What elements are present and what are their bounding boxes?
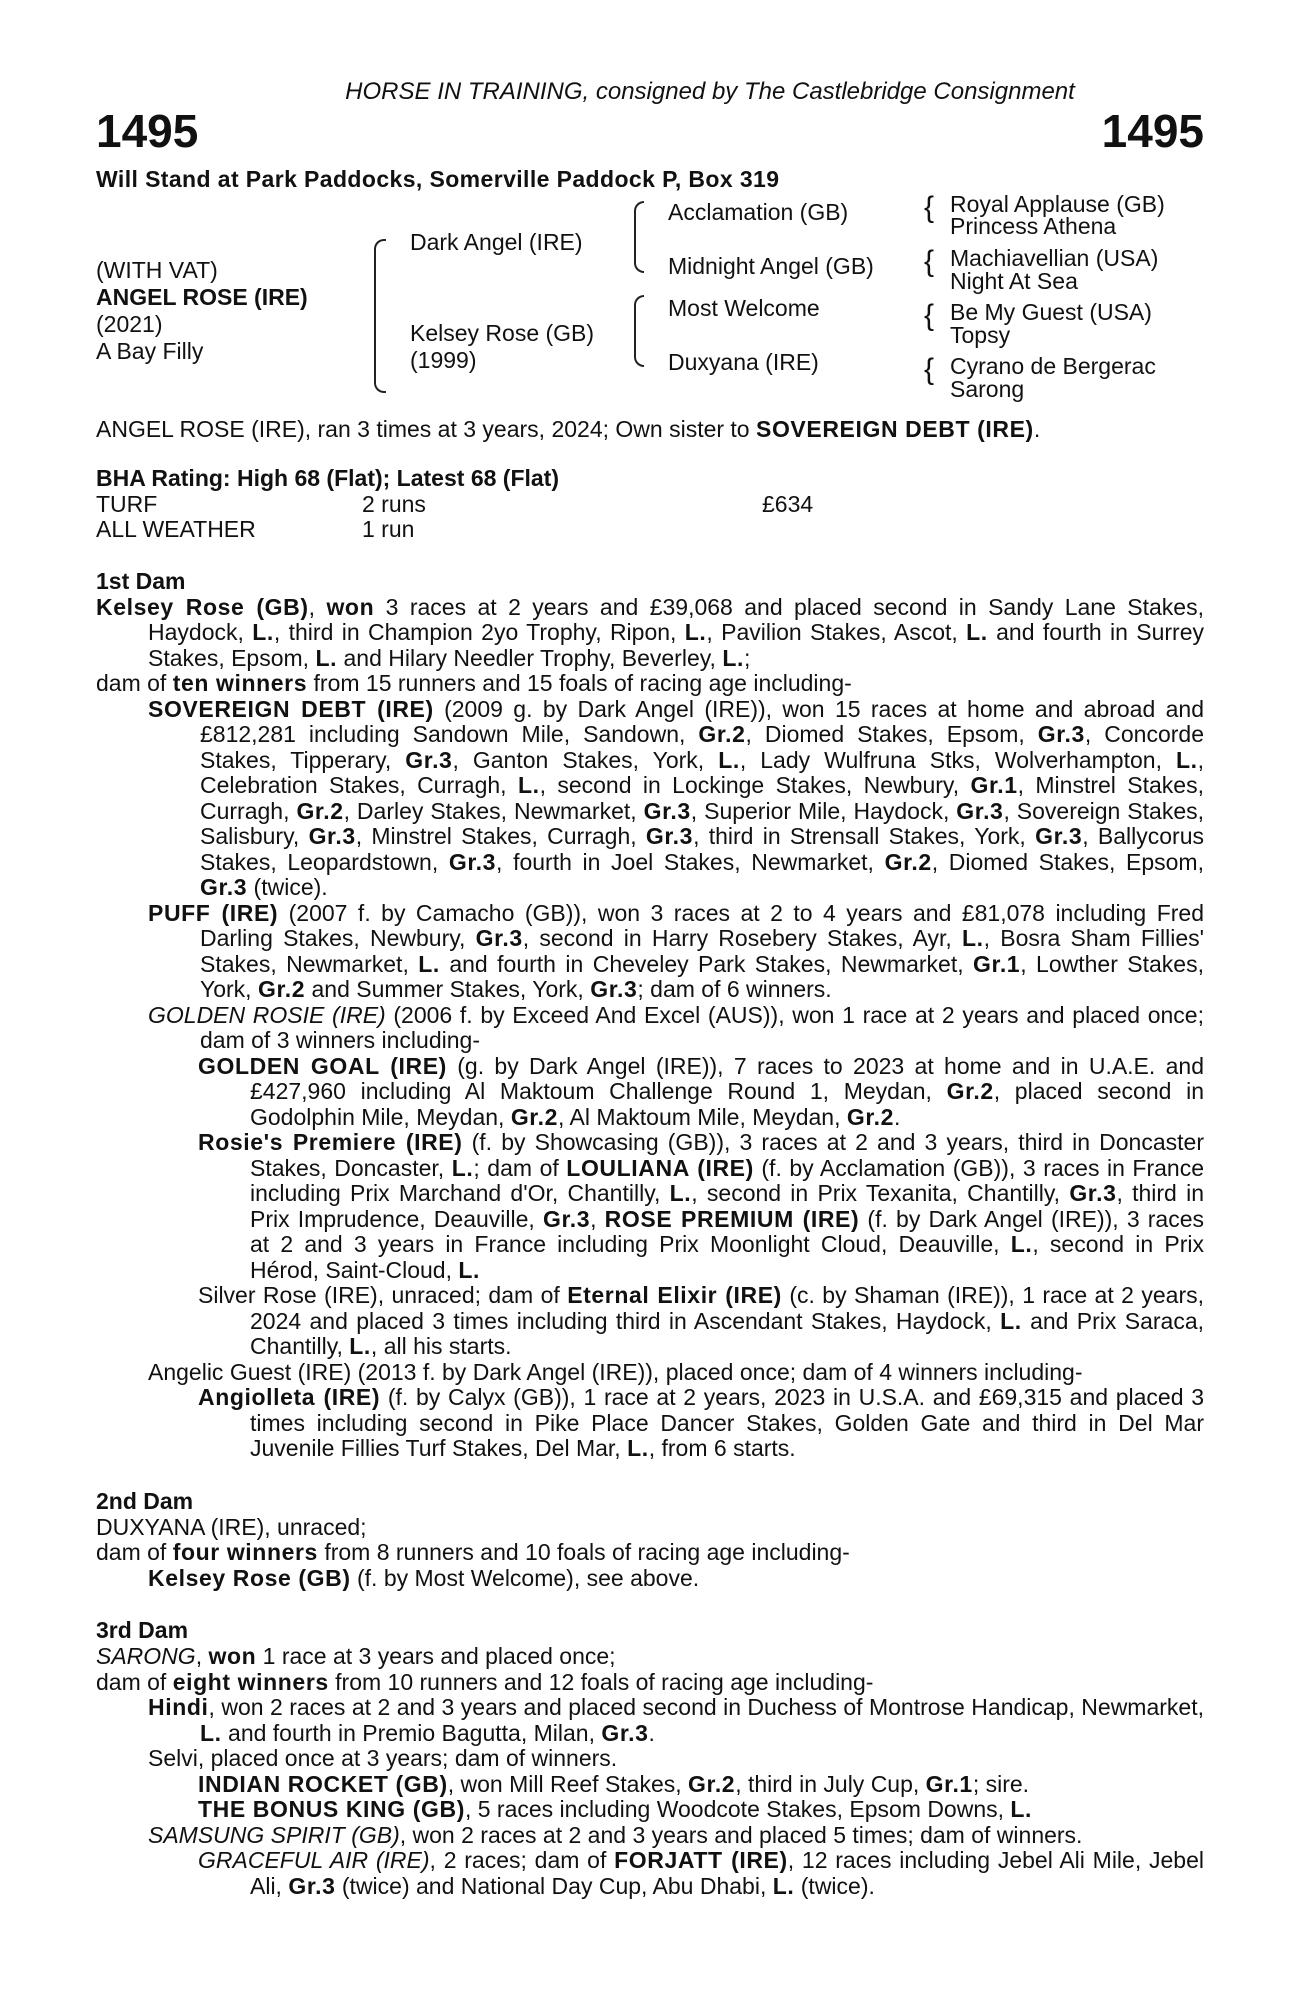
- brace-ds: {: [924, 299, 935, 332]
- dam3-post: from 10 runners and 12 foals of racing age including-: [328, 1668, 874, 1695]
- sarong-a: ,: [195, 1643, 209, 1669]
- sd-g11: Gr.3: [308, 823, 356, 849]
- hindi-name: Hindi: [148, 1694, 209, 1720]
- dam2-post: from 8 runners and 10 foals of racing age including-: [317, 1539, 850, 1565]
- ds-dam: Topsy: [950, 322, 1011, 348]
- rosies-name: Rosie's Premiere (IRE): [198, 1129, 463, 1155]
- third-dam-heading: 3rd Dam: [96, 1617, 189, 1643]
- kelsey-l2: L.: [684, 619, 707, 645]
- bk-a: , 5 races including Woodcote Stakes, Epsom Downs,: [464, 1796, 1011, 1822]
- rating-runs-turf: 2 runs: [362, 490, 426, 517]
- rating-prize-turf: £634: [762, 490, 814, 517]
- sr-a: Silver Rose (IRE), unraced; dam of: [198, 1282, 568, 1308]
- dam3-winners: eight winners: [172, 1668, 329, 1695]
- ga-a: , 2 races; dam of: [429, 1847, 615, 1873]
- an-a: (f. by Calyx (GB)), 1 race at 2 years, 2023 in U.S.A. and £69,315 and placed 3 times including second in Pike Place Dancer Stakes, Golden Gate and third in Del Mar Juvenile Fillies Turf Stakes, Del Mar,: [250, 1384, 1204, 1461]
- puff-g6: Gr.3: [590, 976, 638, 1002]
- gg-d: .: [894, 1103, 901, 1130]
- kelsey-name: Kelsey Rose (GB): [96, 593, 309, 620]
- hi-g2: Gr.3: [601, 1719, 649, 1746]
- puff-g2: L.: [962, 925, 984, 951]
- an-b: , from 6 starts.: [648, 1435, 796, 1461]
- puff-entry: [96, 901, 1204, 1003]
- forjatt-name: FORJATT (IRE): [614, 1847, 788, 1873]
- lot-number-right: 1495: [1101, 105, 1204, 157]
- angelic-guest-entry: [96, 1360, 1204, 1386]
- rp-g6: L.: [458, 1256, 481, 1283]
- ss-sire: Royal Applause (GB): [950, 191, 1165, 217]
- silver-rose-entry: [96, 1283, 1204, 1360]
- dam-year: (1999): [410, 347, 477, 373]
- sd-g1: Gr.2: [698, 721, 746, 747]
- puff-g1: Gr.3: [475, 925, 523, 951]
- sd-g4: L.: [718, 746, 740, 773]
- sd-g: , second in Lockinge Stakes, Newbury,: [539, 772, 971, 798]
- bonus-king-entry: [96, 1797, 1204, 1823]
- sd-p: , Diomed Stakes, Epsom,: [931, 848, 1204, 875]
- sd-n: , Ballycorus Stakes, Leopardstown,: [200, 823, 1205, 875]
- sd-g15: Gr.2: [884, 848, 932, 875]
- puff-c: , Bosra Sham Fillies' Stakes, Newmarket,: [200, 925, 1205, 977]
- dam-name: Kelsey Rose (GB): [410, 320, 595, 346]
- golden-rosie-name: GOLDEN ROSIE (IRE): [148, 1001, 386, 1028]
- graceful-name: GRACEFUL AIR (IRE): [198, 1847, 430, 1873]
- rp-f: ,: [590, 1205, 605, 1232]
- rp-g4: Gr.3: [542, 1205, 591, 1232]
- puff-b: , second in Harry Rosebery Stakes, Ayr,: [522, 925, 963, 951]
- sire-name: Dark Angel (IRE): [410, 229, 583, 255]
- rp-d: , second in Prix Texanita, Chantilly,: [691, 1180, 1070, 1206]
- sd-g16: Gr.3: [200, 874, 248, 900]
- brace-dd: {: [924, 353, 935, 386]
- selvi-entry: Selvi, placed once at 3 years; dam of winners.: [148, 1745, 618, 1771]
- ss-dam: Princess Athena: [950, 213, 1117, 239]
- consignment-subtitle: HORSE IN TRAINING, consigned by The Castlebridge Consignment: [345, 78, 1075, 105]
- puff-g5: Gr.2: [257, 976, 306, 1002]
- sd-g5: L.: [1175, 746, 1198, 773]
- rp-g3: Gr.3: [1069, 1180, 1117, 1206]
- rp-g5: L.: [1010, 1231, 1033, 1257]
- horse-name: ANGEL ROSE (IRE): [96, 284, 308, 310]
- puff-g: ; dam of 6 winners.: [637, 976, 832, 1002]
- rating-runs-aw: 1 run: [362, 515, 415, 542]
- kelsey-t1: 3 races at 2 years and £39,068 and placed second in Sandy Lane Stakes, Haydock,: [148, 593, 1204, 645]
- puff-name: PUFF (IRE): [148, 899, 279, 926]
- sd-g3: Gr.3: [405, 746, 453, 773]
- kelsey-l3: L.: [966, 619, 988, 645]
- ga-g2: L.: [772, 1872, 795, 1899]
- catalogue-page: [96, 78, 1204, 1899]
- ga-g1: Gr.3: [288, 1872, 336, 1899]
- kelsey-t6: ;: [743, 644, 751, 671]
- puff-a: (2007 f. by Camacho (GB)), won 3 races at 2 to 4 years and £81,078 including Fred Darling Stakes, Newbury,: [200, 899, 1204, 951]
- sd-d: , Ganton Stakes, York,: [452, 746, 719, 773]
- sd-l: , Minstrel Stakes, Curragh,: [355, 823, 646, 849]
- dam2-kelsey-entry: [96, 1566, 1204, 1592]
- sd-b: , Diomed Stakes, Epsom,: [745, 721, 1038, 747]
- puff-f: and Summer Stakes, York,: [305, 976, 591, 1002]
- sd-g14: Gr.3: [448, 848, 497, 875]
- rating-prize-aw: [762, 517, 962, 542]
- ds-sire: Be My Guest (USA): [950, 299, 1152, 325]
- puff-g4: Gr.1: [973, 950, 1021, 977]
- sd-c: , Concorde Stakes, Tipperary,: [200, 721, 1204, 773]
- kelsey-l5: L.: [722, 644, 744, 671]
- dd-dam: Sarong: [950, 376, 1025, 402]
- sovereign-debt-entry: [96, 697, 1204, 901]
- rose-premium-name: ROSE PREMIUM (IRE): [604, 1205, 860, 1232]
- sd-f: , Celebration Stakes, Curragh,: [200, 746, 1205, 798]
- pedigree-block: [96, 191, 1204, 415]
- dam2-pre: dam of: [96, 1539, 173, 1565]
- first-dam-heading: 1st Dam: [96, 567, 186, 594]
- dam-dam: Duxyana (IRE): [668, 349, 819, 375]
- angiolleta-name: Angiolleta (IRE): [198, 1384, 381, 1410]
- sd-a: (2009 g. by Dark Angel (IRE)), won 15 races at home and abroad and £812,281 including Sandown Mile, Sandown,: [200, 695, 1204, 747]
- golden-goal-name: GOLDEN GOAL (IRE): [198, 1052, 447, 1079]
- dam2-winners: four winners: [172, 1539, 318, 1565]
- bonus-king-name: THE BONUS KING (GB): [198, 1796, 465, 1822]
- sr-c: and Prix Saraca, Chantilly,: [250, 1307, 1205, 1359]
- vat-note: (WITH VAT): [96, 257, 218, 283]
- sd-i: , Darley Stakes, Newmarket,: [343, 797, 644, 824]
- rp-c: (f. by Acclamation (GB)), 3 races in France including Prix Marchand d'Or, Chantilly,: [250, 1154, 1204, 1206]
- golden-goal-entry: [96, 1054, 1204, 1131]
- kelsey-t5: and Hilary Needler Trophy, Beverley,: [337, 644, 723, 671]
- gg-a: (g. by Dark Angel (IRE)), 7 races to 2023 at home and in U.A.E. and £427,960 including Al Maktoum Challenge Round 1, Meydan,: [250, 1052, 1204, 1104]
- stand-location: Will Stand at Park Paddocks, Somerville Paddock P, Box 319: [96, 166, 780, 192]
- an-g1: L.: [627, 1435, 649, 1461]
- rating-surface-aw: ALL WEATHER: [96, 515, 256, 542]
- sd-g9: Gr.3: [643, 797, 691, 824]
- sarong-won: won: [208, 1643, 257, 1669]
- hi-c: .: [648, 1719, 655, 1746]
- sd-g7: Gr.1: [970, 772, 1018, 798]
- puff-g3: L.: [418, 950, 440, 977]
- dd-sire: Cyrano de Bergerac: [950, 353, 1156, 379]
- ir-a: , won Mill Reef Stakes,: [447, 1770, 689, 1797]
- eternal-elixir-name: Eternal Elixir (IRE): [567, 1282, 782, 1308]
- dam2-kelsey-a: (f. by Most Welcome), see above.: [350, 1564, 700, 1591]
- puff-e: , Lowther Stakes, York,: [200, 950, 1204, 1002]
- sd-g12: Gr.3: [645, 823, 694, 849]
- summary-line: [96, 417, 1204, 443]
- rp-g1: L.: [451, 1154, 474, 1181]
- rating-surface-turf: TURF: [96, 490, 158, 517]
- sd-g10: Gr.3: [956, 797, 1004, 824]
- sarong-b: 1 race at 3 years and placed once;: [256, 1643, 616, 1669]
- dam1-produce-line: [96, 671, 1204, 697]
- golden-rosie-a: (2006 f. by Exceed And Excel (AUS)), won 1 race at 2 years and placed once; dam of 3 winners including-: [200, 1001, 1204, 1053]
- duxyana-line: DUXYANA (IRE), unraced;: [96, 1513, 367, 1540]
- kelsey-t4: and fourth in Surrey Stakes, Epsom,: [148, 619, 1205, 671]
- sire-sire: Acclamation (GB): [668, 199, 849, 225]
- brace-ss: {: [924, 191, 935, 224]
- hi-b: and fourth in Premio Bagutta, Milan,: [221, 1719, 602, 1746]
- golden-rosie-entry: [96, 1003, 1204, 1054]
- sd-h: , Minstrel Stakes, Curragh,: [200, 772, 1204, 824]
- sarong-name: SARONG: [96, 1643, 196, 1669]
- kelsey-rose-entry: [96, 595, 1204, 672]
- horse-year: (2021): [96, 311, 163, 337]
- ir-b: , third in July Cup,: [735, 1770, 926, 1797]
- indian-rocket-name: INDIAN ROCKET (GB): [198, 1770, 448, 1797]
- samsung-spirit-entry: [96, 1823, 1204, 1849]
- rp-b: ; dam of: [473, 1154, 567, 1181]
- ga-b: , 12 races including Jebel Ali Mile, Jebel Ali,: [250, 1847, 1204, 1899]
- sd-g6: L.: [517, 772, 540, 798]
- gg-g1: Gr.2: [946, 1078, 994, 1104]
- sire-brace: [634, 201, 644, 273]
- ir-c: ; sire.: [972, 1770, 1030, 1797]
- sire-dam: Midnight Angel (GB): [668, 253, 874, 279]
- bk-g1: L.: [1010, 1796, 1033, 1822]
- angiolleta-entry: [96, 1385, 1204, 1462]
- ga-d: (twice).: [794, 1872, 875, 1899]
- dam3-produce-line: [96, 1670, 1204, 1696]
- rp-g: (f. by Dark Angel (IRE)), 3 races at 2 and 3 years in France including Prix Moonlight Cloud, Deauville,: [250, 1205, 1205, 1257]
- sr-g2: L.: [349, 1333, 371, 1359]
- rp-e: , third in Prix Imprudence, Deauville,: [250, 1180, 1204, 1232]
- ir-g2: Gr.1: [925, 1770, 973, 1797]
- kelsey-sep: ,: [308, 593, 327, 620]
- kelsey-t2: , third in Champion 2yo Trophy, Ripon,: [273, 619, 685, 645]
- sd-k: , Sovereign Stakes, Salisbury,: [200, 797, 1204, 849]
- graceful-air-entry: [96, 1848, 1204, 1899]
- sd-m: , third in Strensall Stakes, York,: [693, 823, 1036, 849]
- sovereign-name: SOVEREIGN DEBT (IRE): [148, 695, 434, 722]
- puff-d: and fourth in Cheveley Park Stakes, Newmarket,: [439, 950, 974, 977]
- gg-g3: Gr.2: [846, 1103, 895, 1130]
- kelsey-t3: , Pavilion Stakes, Ascot,: [706, 619, 967, 645]
- lot-number-left: 1495: [96, 105, 199, 157]
- second-dam-heading: 2nd Dam: [96, 1487, 194, 1514]
- hi-g1: L.: [200, 1719, 222, 1746]
- horse-info: [96, 257, 308, 365]
- sr-g1: L.: [1000, 1307, 1022, 1334]
- dam2-produce-line: [96, 1540, 1204, 1566]
- hi-a: , won 2 races at 2 and 3 years and placed second in Duchess of Montrose Handicap, Newmarket,: [208, 1694, 1204, 1720]
- gg-c: , Al Maktoum Mile, Meydan,: [557, 1103, 847, 1130]
- main-brace: [374, 239, 386, 393]
- summary-text: ANGEL ROSE (IRE), ran 3 times at 3 years, 2024; Own sister to: [96, 416, 756, 442]
- sd-g8: Gr.2: [296, 797, 344, 824]
- horse-description: A Bay Filly: [96, 338, 204, 364]
- sarong-line: [96, 1644, 1204, 1670]
- dam1-pre: dam of: [96, 670, 173, 696]
- summary-end: .: [1033, 416, 1041, 442]
- gg-b: , placed second in Godolphin Mile, Meydan,: [250, 1078, 1204, 1130]
- ir-g1: Gr.2: [688, 1770, 736, 1797]
- dam1-winners: ten winners: [172, 670, 308, 696]
- dam2-kelsey-name: Kelsey Rose (GB): [148, 1564, 351, 1591]
- sd-o: , fourth in Joel Stakes, Newmarket,: [496, 848, 885, 875]
- sr-b: (c. by Shaman (IRE)), 1 race at 2 years, 2024 and placed 3 times including third in Ascendant Stakes, Haydock,: [250, 1282, 1204, 1334]
- rosies-premiere-entry: [96, 1130, 1204, 1283]
- hindi-entry: [96, 1695, 1204, 1746]
- brace-sd: {: [924, 245, 935, 278]
- samsung-name: SAMSUNG SPIRIT (GB): [148, 1821, 400, 1848]
- ratings-table: [96, 492, 1204, 542]
- rating-title: BHA Rating: High 68 (Flat); Latest 68 (Flat): [96, 464, 559, 491]
- summary-bold: SOVEREIGN DEBT (IRE): [756, 416, 1034, 442]
- gg-g2: Gr.2: [510, 1103, 558, 1130]
- rp-g2: L.: [669, 1180, 692, 1206]
- rp-h: , second in Prix Hérod, Saint-Cloud,: [250, 1231, 1204, 1283]
- dam-sire: Most Welcome: [668, 295, 820, 321]
- dam-brace: [634, 295, 644, 367]
- sd-j: , Superior Mile, Haydock,: [690, 797, 957, 824]
- kelsey-l1: L.: [252, 619, 274, 645]
- sd-sire: Machiavellian (USA): [950, 245, 1159, 271]
- indian-rocket-entry: [96, 1772, 1204, 1798]
- dam1-post: from 15 runners and 15 foals of racing age including-: [307, 670, 852, 696]
- ss-a: , won 2 races at 2 and 3 years and placed 5 times; dam of winners.: [399, 1821, 1083, 1848]
- sd-g2: Gr.3: [1037, 721, 1085, 747]
- lot-number-row: [96, 105, 1204, 157]
- dam3-pre: dam of: [96, 1668, 173, 1695]
- kelsey-l4: L.: [315, 644, 338, 671]
- louliana-name: LOULIANA (IRE): [566, 1154, 754, 1181]
- sd-q: (twice).: [247, 874, 328, 900]
- sr-d: , all his starts.: [370, 1333, 512, 1359]
- sd-g13: Gr.3: [1035, 823, 1083, 849]
- kelsey-won: won: [326, 593, 375, 620]
- sd-e: , Lady Wulfruna Stks, Wolverhampton,: [739, 746, 1176, 773]
- sd-dam: Night At Sea: [950, 268, 1078, 294]
- ag-a: Angelic Guest (IRE) (2013 f. by Dark Angel (IRE)), placed once; dam of 4 winners including-: [148, 1358, 1083, 1385]
- ga-c: (twice) and National Day Cup, Abu Dhabi,: [335, 1872, 773, 1899]
- rp-a: (f. by Showcasing (GB)), 3 races at 2 and 3 years, third in Doncaster Stakes, Doncaster,: [250, 1129, 1204, 1181]
